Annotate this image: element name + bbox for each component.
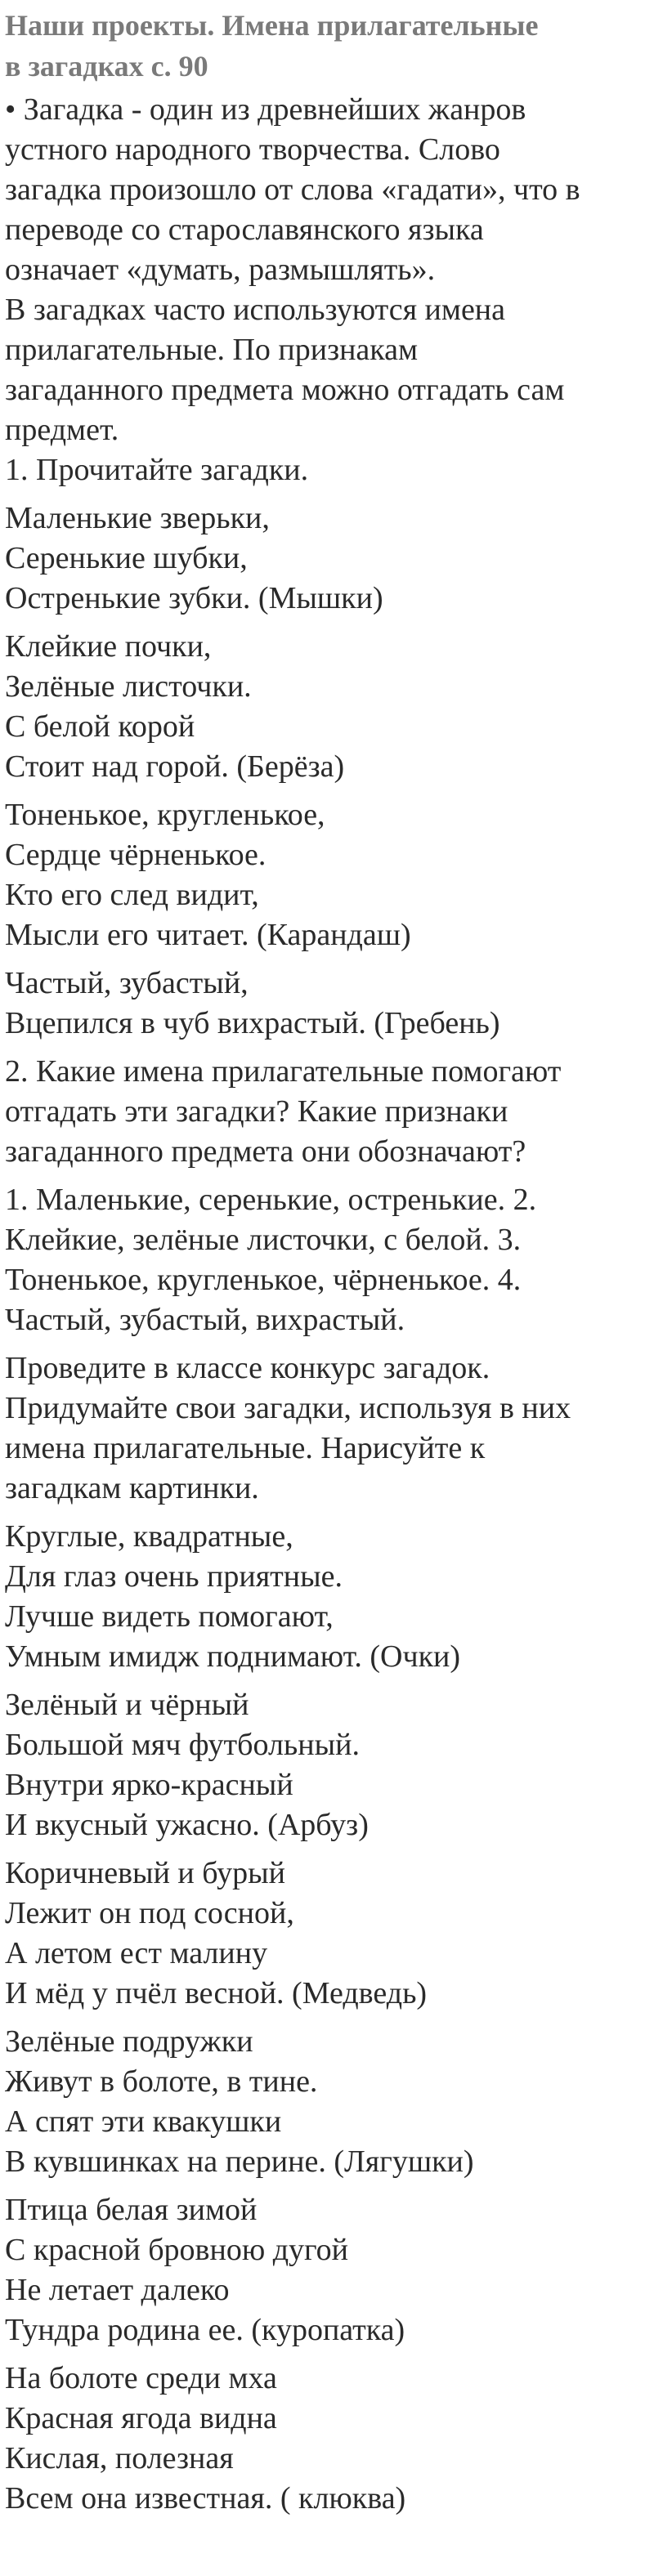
text-line: Большой мяч футбольный. (5, 1728, 360, 1762)
paragraph-question-2 (5, 1052, 643, 1172)
text-line: Тундра родина ее. (куропатка) (5, 2313, 405, 2347)
paragraph-riddle-comb (5, 964, 643, 1044)
text-line: предмет. (5, 413, 119, 447)
text-line: отгадать эти загадки? Какие признаки (5, 1094, 508, 1129)
text-line: 2. Какие имена прилагательные помогают (5, 1054, 562, 1089)
text-line: 1. Маленькие, серенькие, остренькие. 2. (5, 1183, 537, 1217)
text-line: Сердце чёрненькое. (5, 838, 267, 872)
text-line: Вцепился в чуб вихрастый. (Гребень) (5, 1006, 500, 1040)
paragraph-riddle-ptarmigan (5, 2190, 643, 2350)
text-line: Клейкие почки, (5, 629, 212, 664)
text-line: Серенькие шубки, (5, 541, 248, 575)
text-line: Мысли его читает. (Карандаш) (5, 918, 411, 952)
text-line: В кувшинках на перине. (Лягушки) (5, 2144, 474, 2179)
paragraph-riddle-mice (5, 499, 643, 619)
text-line: Зелёные подружки (5, 2024, 253, 2059)
text-line: Всем она известная. ( клюква) (5, 2481, 406, 2516)
text-line: А летом ест малину (5, 1936, 268, 1970)
text-line: • Загадка - один из древнейших жанров (5, 92, 526, 127)
paragraph-riddle-cranberry (5, 2359, 643, 2519)
text-line: И вкусный ужасно. (Арбуз) (5, 1808, 369, 1842)
text-line: Кто его след видит, (5, 878, 259, 912)
text-line: имена прилагательные. Нарисуйте к (5, 1431, 486, 1465)
text-line: На болоте среди мха (5, 2361, 277, 2395)
page-title (5, 5, 643, 87)
paragraph-riddle-glasses (5, 1517, 643, 1677)
text-line: Остренькие зубки. (Мышки) (5, 581, 383, 615)
text-line: Кислая, полезная (5, 2441, 234, 2475)
paragraph-riddle-pencil (5, 795, 643, 955)
text-line: Лежит он под сосной, (5, 1896, 294, 1930)
text-line: А спят эти квакушки (5, 2104, 282, 2139)
text-line: Клейкие, зелёные листочки, с белой. 3. (5, 1223, 522, 1257)
paragraph-riddle-bear (5, 1854, 643, 2014)
text-line: Зелёный и чёрный (5, 1688, 249, 1722)
text-line: Для глаз очень приятные. (5, 1559, 343, 1594)
text-line: загаданного предмета они обозначают? (5, 1134, 526, 1169)
text-line: Тоненькое, кругленькое, чёрненькое. 4. (5, 1263, 522, 1297)
paragraph-intro (5, 90, 643, 490)
text-line: Не летает далеко (5, 2273, 230, 2307)
text-line: Живут в болоте, в тине. (5, 2064, 318, 2099)
text-line: Частый, зубастый, (5, 966, 249, 1000)
text-line: Зелёные листочки. (5, 669, 252, 704)
text-line: Лучше видеть помогают, (5, 1599, 334, 1634)
text-line: И мёд у пчёл весной. (Медведь) (5, 1976, 428, 2010)
text-line: В загадках часто используются имена (5, 293, 506, 327)
text-line: Маленькие зверьки, (5, 501, 270, 535)
text-line: Стоит над горой. (Берёза) (5, 749, 345, 784)
paragraph-riddle-watermelon (5, 1685, 643, 1845)
text-line: С белой корой (5, 709, 195, 744)
text-line: означает «думать, размышлять». (5, 253, 436, 287)
text-line: Придумайте свои загадки, используя в них (5, 1391, 571, 1425)
text-line: Коричневый и бурый (5, 1856, 286, 1890)
text-line: устного народного творчества. Слово (5, 132, 500, 167)
text-line: загадкам картинки. (5, 1471, 259, 1505)
text-line: С красной бровною дугой (5, 2233, 349, 2267)
text-line: Красная ягода видна (5, 2401, 277, 2435)
text-line: Умным имидж поднимают. (Очки) (5, 1639, 461, 1674)
text-line: Птица белая зимой (5, 2193, 258, 2227)
text-line: Частый, зубастый, вихрастый. (5, 1303, 405, 1337)
text-line: Внутри ярко-красный (5, 1768, 293, 1802)
document-body (5, 90, 643, 2519)
text-line: 1. Прочитайте загадки. (5, 453, 309, 487)
text-line: Проведите в классе конкурс загадок. (5, 1351, 490, 1385)
text-line: Тоненькое, кругленькое, (5, 798, 325, 832)
paragraph-task-contest (5, 1348, 643, 1509)
text-line: загаданного предмета можно отгадать сам (5, 373, 565, 407)
paragraph-riddle-birch (5, 627, 643, 787)
text-line: переводе со старославянского языка (5, 212, 484, 247)
paragraph-riddle-frogs (5, 2022, 643, 2182)
text-line: загадка произошло от слова «гадати», что в (5, 172, 580, 207)
title-line: Наши проекты. Имена прилагательные (5, 9, 539, 42)
title-line: в загадках с. 90 (5, 50, 208, 83)
text-line: прилагательные. По признакам (5, 333, 419, 367)
paragraph-answer-2 (5, 1180, 643, 1340)
text-line: Круглые, квадратные, (5, 1519, 293, 1554)
